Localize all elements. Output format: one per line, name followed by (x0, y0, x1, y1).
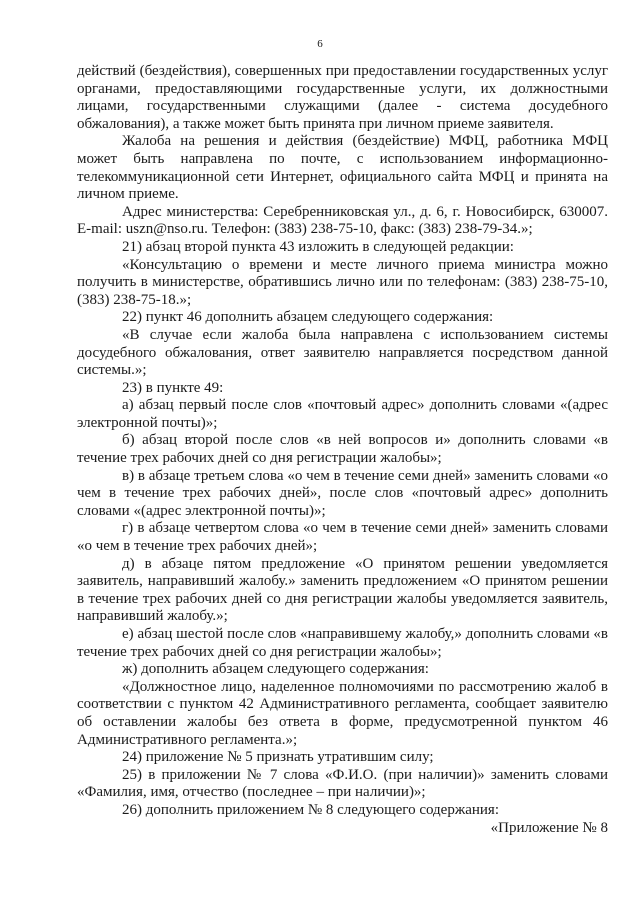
paragraph: 22) пункт 46 дополнить абзацем следующего содержания: (122, 309, 494, 326)
paragraph: в) в абзаце третьем слова «о чем в течение семи дней» заменить словами «о чем в течение трех рабочих дней», после слов «почтовый адрес» дополнить словами «(адрес электронной почты)»; (77, 467, 608, 519)
paragraph: е) абзац шестой после слов «направившему жалобу,» дополнить словами «в течение трех рабочих дней со дня регистрации жалобы»; (77, 626, 608, 660)
paragraph: д) в абзаце пятом предложение «О принятом решении уведомляется заявитель, направивший жалобу.» заменить предложением «О принятом решении в течение трех рабочих дней со дня регистрации жалобы уведомляется заявитель, направивший жалобу.»; (77, 555, 608, 625)
paragraph: действий (бездействия), совершенных при предоставлении государственных услуг органами, предоставляющими государственные услуги, их должностными лицами, государственными служащими (далее - система досудебного обжалования), а также может быть принята при личном приеме заявителя. (77, 63, 608, 132)
paragraph: а) абзац первый после слов «почтовый адрес» дополнить словами «(адрес электронной почты)»; (77, 397, 608, 431)
paragraph: «Консультацию о времени и месте личного приема министра можно получить в министерстве, обратившись лично или по телефонам: (383) 238-75-10, (383) 238-75-18.»; (77, 256, 608, 308)
paragraph: «Должностное лицо, наделенное полномочиями по рассмотрению жалоб в соответствии с пунктом 42 Административного регламента, сообщает заявителю об оставлении жалобы без ответа в форме, предусмотренной пунктом 46 Административного регламента.»; (77, 678, 608, 748)
paragraph: Жалоба на решения и действия (бездействие) МФЦ, работника МФЦ может быть направлена по почте, с использованием информационно-телекоммуникационной сети Интернет, официального сайта МФЦ и принята на личном приеме. (77, 133, 608, 203)
paragraph: 23) в пункте 49: (122, 379, 224, 396)
paragraph: ж) дополнить абзацем следующего содержания: (122, 661, 429, 678)
paragraph: 24) приложение № 5 признать утратившим силу; (122, 749, 434, 766)
paragraph: б) абзац второй после слов «в ней вопросов и» дополнить словами «в течение трех рабочих дней со дня регистрации жалобы»; (77, 432, 608, 467)
paragraph: 25) в приложении № 7 слова «Ф.И.О. (при наличии)» заменить словами «Фамилия, имя, отчество (последнее – при наличии)»; (77, 766, 608, 801)
paragraph: 26) дополнить приложением № 8 следующего содержания: (122, 801, 499, 818)
paragraph: г) в абзаце четвертом слова «о чем в течение семи дней» заменить словами «о чем в течение трех рабочих дней»; (77, 520, 608, 555)
paragraph: Адрес министерства: Серебренниковская ул., д. 6, г. Новосибирск, 630007. E-mail: uszn@nso.ru. Телефон: (383) 238-75-10, факс: (383) 238-79-34.»; (77, 203, 608, 238)
document-body (77, 63, 608, 837)
appendix-heading: «Приложение № 8 (490, 819, 608, 836)
page-number: 6 (317, 38, 323, 50)
paragraph: «В случае если жалоба была направлена с использованием системы досудебного обжалования, ответ заявителю направляется посредством данной системы.»; (77, 326, 608, 379)
paragraph: 21) абзац второй пункта 43 изложить в следующей редакции: (122, 238, 514, 255)
